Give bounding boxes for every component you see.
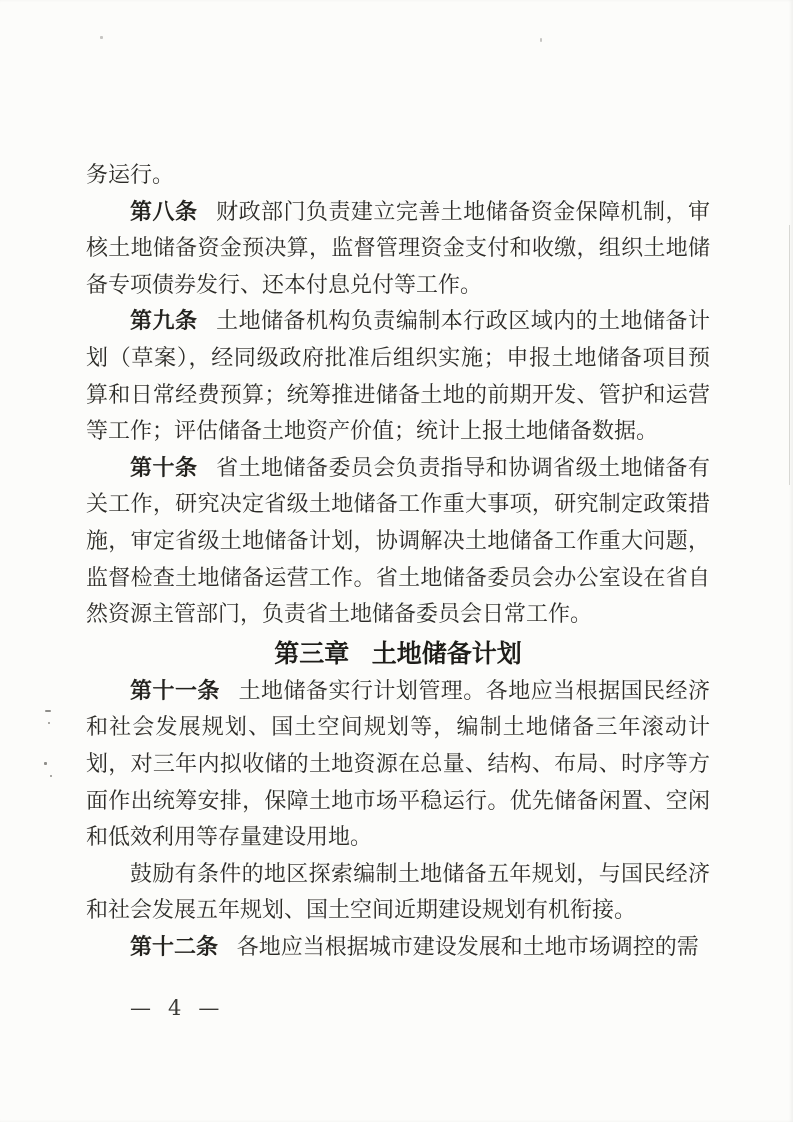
document-body <box>86 158 710 966</box>
chapter-3-title: 土地储备计划 <box>371 638 522 668</box>
article-9-text: 土地储备机构负责编制本行政区域内的土地储备计划（草案），经同级政府批准后组织实施；申报土地储备项目预算和日常经费预算；统筹推进储备土地的前期开发、管护和运营等工作；评估储备土地资产价值；统计上报土地储备数据。 <box>86 309 710 445</box>
paragraph-continuation: 务运行。 <box>86 163 175 188</box>
article-8-label: 第八条 <box>130 199 198 225</box>
scan-speck <box>540 38 542 42</box>
article-8-paragraph <box>86 195 710 305</box>
chapter-3-number: 第三章 <box>274 638 350 668</box>
article-11-text: 土地储备实行计划管理。各地应当根据国民经济和社会发展规划、国土空间规划等，编制土地储备三年滚动计划，对三年内拟收储的土地资源在总量、结构、布局、时序等方面作出统筹安排，保障土地市场平稳运行。优先储备闲置、空闲和低效利用等存量建设用地。 <box>86 678 710 851</box>
article-12-paragraph <box>86 930 710 967</box>
article-11-paragraph <box>86 674 710 857</box>
scan-speck <box>44 762 47 765</box>
article-8-text: 财政部门负责建立完善土地储备资金保障机制，审核土地储备资金预决算，监督管理资金支付和收缴，组织土地储备专项债券发行、还本付息兑付等工作。 <box>86 199 710 298</box>
article-9-paragraph <box>86 304 710 450</box>
scan-speck <box>100 36 103 39</box>
article-10-label: 第十条 <box>130 455 198 481</box>
footer-dash-left: — <box>130 996 152 1020</box>
article-10-paragraph <box>86 451 710 634</box>
article-12-label: 第十二条 <box>130 934 219 960</box>
scan-speck <box>50 775 52 777</box>
article-10-text: 省土地储备委员会负责指导和协调省级土地储备有关工作，研究决定省级土地储备工作重大事项，研究制定政策措施，审定省级土地储备计划，协调解决土地储备工作重大问题，监督检查土地储备运营工作。省土地储备委员会办公室设在省自然资源主管部门，负责省土地储备委员会日常工作。 <box>86 455 710 628</box>
article-12-text: 各地应当根据城市建设发展和土地市场调控的需 <box>236 934 699 960</box>
chapter-3-heading <box>86 634 710 674</box>
page-number-footer <box>130 996 220 1020</box>
paragraph-five-year-plan: 鼓励有条件的地区探索编制土地储备五年规划，与国民经济和社会发展五年规划、国土空间近期建设规划有机衔接。 <box>86 861 710 924</box>
footer-page-number: 4 <box>168 996 183 1020</box>
scan-speck <box>45 710 51 712</box>
scan-edge-artifact <box>789 225 790 485</box>
footer-dash-right: — <box>198 996 221 1020</box>
article-11-label: 第十一条 <box>130 678 220 704</box>
scan-speck <box>48 722 50 724</box>
article-9-label: 第九条 <box>130 309 198 335</box>
